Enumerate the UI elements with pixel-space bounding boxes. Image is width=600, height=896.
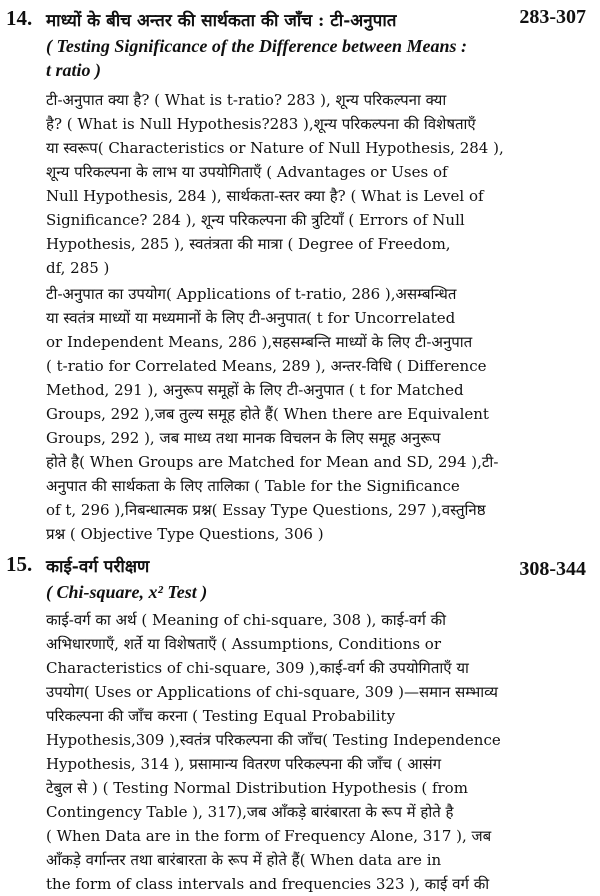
text-line: प्रश्न ( Objective Type Questions, 306 ) bbox=[46, 525, 324, 543]
text-line: उपयोग( Uses or Applications of chi-square, 309 )—समान सम्भाव्य bbox=[46, 683, 499, 701]
text-line: होते है( When Groups are Matched for Mean and SD, 294 ),टी- bbox=[46, 453, 499, 471]
text-line: या स्वरूप( Characteristics or Nature of Null Hypothesis, 284 ), bbox=[46, 139, 504, 157]
page-range: 308-344 bbox=[519, 558, 586, 580]
section-number: 14. bbox=[6, 6, 33, 30]
text-line: Characteristics of chi-square, 309 ),काई-वर्ग की उपयोगिताएँ या bbox=[46, 659, 469, 677]
text-line: परिकल्पना की जाँच करना ( Testing Equal Probability bbox=[46, 707, 396, 725]
text-line: ( When Data are in the form of Frequency Alone, 317 ), जब bbox=[46, 827, 492, 845]
text-line: the form of class intervals and frequencies 323 ), काई वर्ग की bbox=[46, 875, 490, 893]
text-line: df, 285 ) bbox=[46, 259, 110, 277]
text-line: Hypothesis,309 ),स्वतंत्र परिकल्पना की जाँच( Testing Independence bbox=[46, 731, 501, 749]
section-number: 15. bbox=[6, 552, 33, 576]
page-range: 283-307 bbox=[519, 6, 586, 28]
text-line: ( t-ratio for Correlated Means, 289 ), अन्तर-विधि ( Difference bbox=[46, 357, 487, 375]
text-line: काई-वर्ग का अर्थ ( Meaning of chi-square, 308 ), काई-वर्ग की bbox=[46, 611, 447, 629]
topic-paragraph bbox=[46, 88, 568, 280]
subtitle-line: ( Chi-square, x² Test ) bbox=[46, 582, 208, 602]
text-line: Groups, 292 ), जब माध्य तथा मानक विचलन के लिए समूह अनुरूप bbox=[46, 429, 441, 447]
text-line: शून्य परिकल्पना के लाभ या उपयोगिताएँ ( Advantages or Uses of bbox=[46, 163, 448, 181]
text-line: आँकड़े वर्गान्तर तथा बारंबारता के रूप में होते हैं( When data are in bbox=[46, 851, 442, 869]
section-heading: माध्यों के बीच अन्तर की सार्थकता की जाँच : टी-अनुपात bbox=[46, 11, 397, 31]
text-line: अनुपात की सार्थकता के लिए तालिका ( Table for the Significance bbox=[46, 477, 460, 495]
text-line: Method, 291 ), अनुरूप समूहों के लिए टी-अनुपात ( t for Matched bbox=[46, 381, 464, 399]
text-line: टी-अनुपात का उपयोग( Applications of t-ratio, 286 ),असम्बन्धित bbox=[46, 285, 457, 303]
subtitle-line: ( Testing Significance of the Difference between Means : bbox=[46, 36, 467, 56]
text-line: Groups, 292 ),जब तुल्य समूह होते हैं( When there are Equivalent bbox=[46, 405, 489, 423]
text-line: of t, 296 ),निबन्धात्मक प्रश्न( Essay Type Questions, 297 ),वस्तुनिष्ठ bbox=[46, 501, 486, 519]
text-line: Significance? 284 ), शून्य परिकल्पना की त्रुटियाँ ( Errors of Null bbox=[46, 211, 465, 229]
topic-paragraph bbox=[46, 282, 568, 546]
text-line: or Independent Means, 286 ),सहसम्बन्ति माध्यों के लिए टी-अनुपात bbox=[46, 333, 473, 351]
text-line: टी-अनुपात क्या है? ( What is t-ratio? 283 ), शून्य परिकल्पना क्या bbox=[46, 91, 447, 109]
text-line: Hypothesis, 285 ), स्वतंत्रता की मात्रा ( Degree of Freedom, bbox=[46, 235, 451, 253]
text-line: Null Hypothesis, 284 ), सार्थकता-स्तर क्या है? ( What is Level of bbox=[46, 187, 484, 205]
section-subtitle bbox=[46, 34, 546, 82]
section-heading: काई-वर्ग परीक्षण bbox=[46, 557, 150, 577]
text-line: टेबुल से ) ( Testing Normal Distribution Hypothesis ( from bbox=[46, 779, 468, 797]
text-line: Contingency Table ), 317),जब आँकड़े बारंबारता के रूप में होते है bbox=[46, 803, 454, 821]
text-line: या स्वतंत्र माध्यों या मध्यमानों के लिए टी-अनुपात( t for Uncorrelated bbox=[46, 309, 456, 327]
text-line: है? ( What is Null Hypothesis?283 ),शून्य परिकल्पना की विशेषताएँ bbox=[46, 115, 476, 133]
subtitle-line: t ratio ) bbox=[46, 60, 102, 80]
topic-paragraph bbox=[46, 608, 568, 896]
section-subtitle bbox=[46, 580, 546, 604]
text-line: Hypothesis, 314 ), प्रसामान्य वितरण परिकल्पना की जाँच ( आसंग bbox=[46, 755, 442, 773]
text-line: अभिधारणाएँ, शर्ते या विशेषताएँ ( Assumptions, Conditions or bbox=[46, 635, 441, 653]
